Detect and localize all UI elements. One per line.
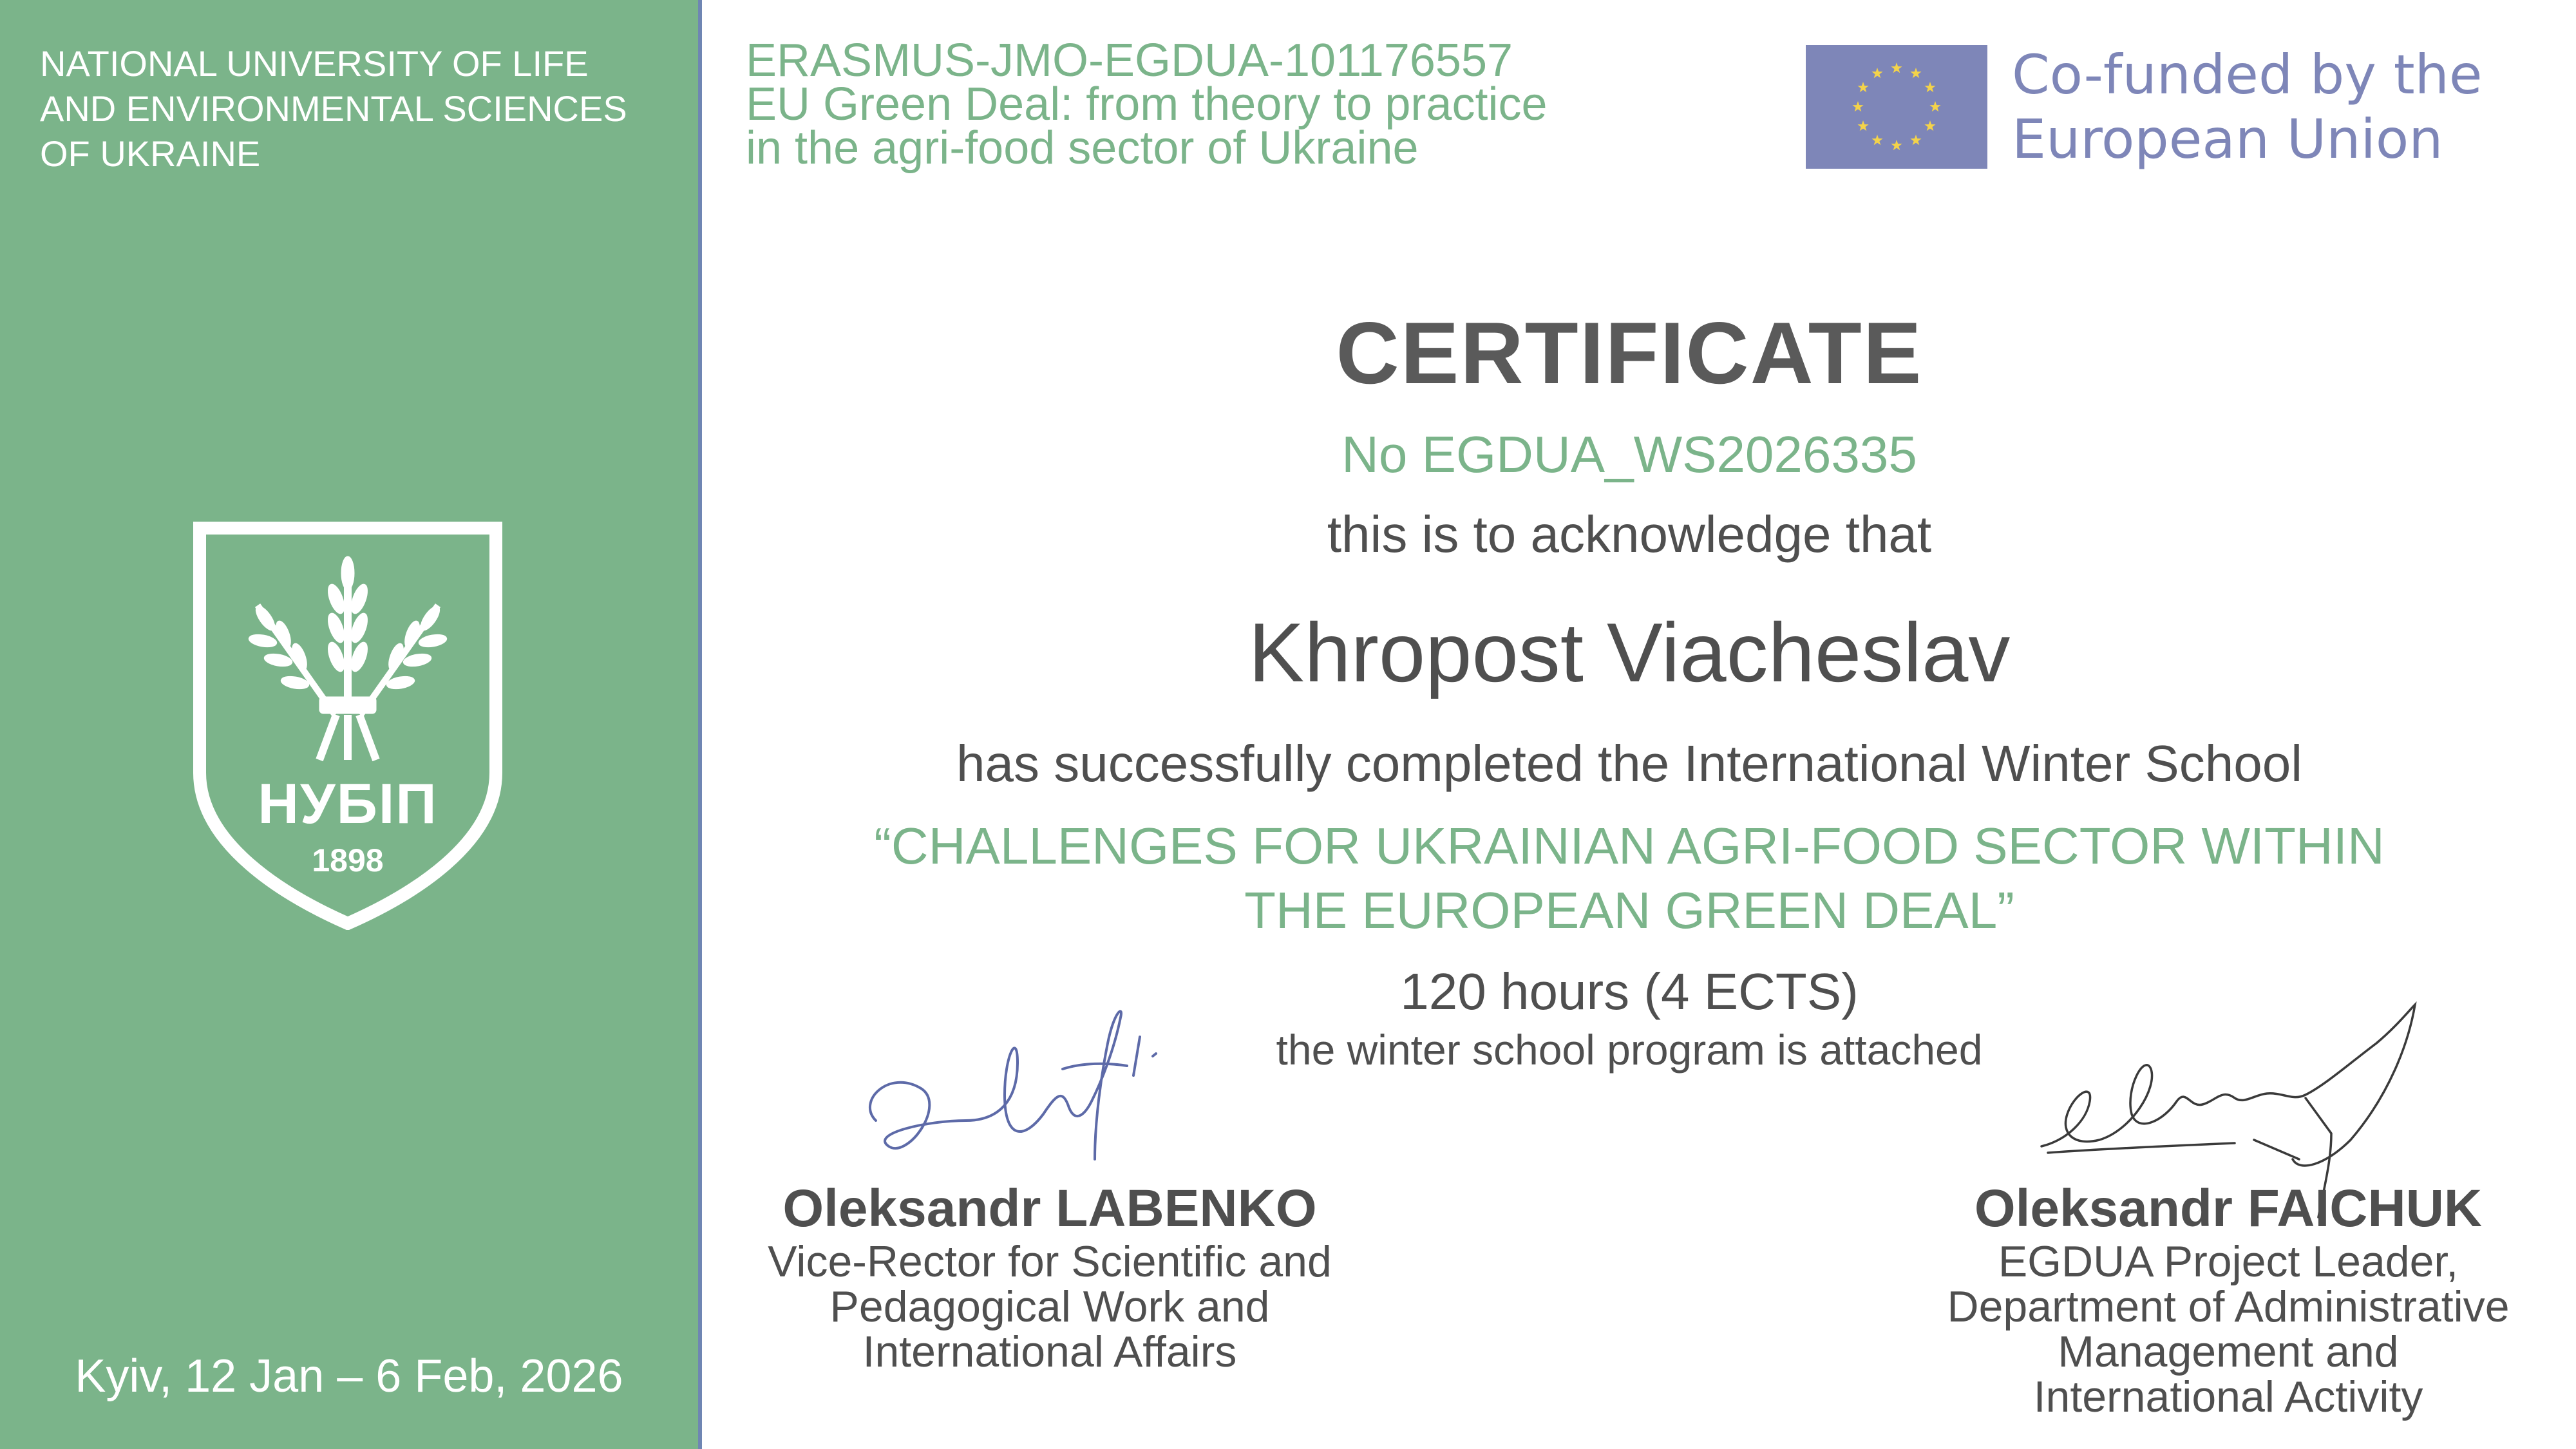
eu-star-icon — [1924, 120, 1935, 131]
eu-star-icon — [1891, 62, 1902, 73]
school-title-line: THE EUROPEAN GREEN DEAL” — [1244, 882, 2014, 939]
recipient-name: Khropost Viacheslav — [1248, 605, 2011, 699]
eu-star-icon — [1858, 120, 1869, 131]
sidebar-panel — [0, 0, 702, 1449]
university-name — [40, 41, 684, 176]
eu-star-icon — [1910, 68, 1921, 78]
right-signer-name: Oleksandr FAICHUK — [1974, 1179, 2483, 1238]
certificate-title: CERTIFICATE — [1336, 304, 1923, 402]
completion-text: has successfully completed the International Winter School — [956, 735, 2302, 792]
project-info — [746, 35, 1548, 174]
eu-star-icon — [1929, 101, 1940, 111]
eu-star-icon — [1871, 68, 1882, 78]
crest-year: 1898 — [312, 842, 384, 878]
university-name-line: NATIONAL UNIVERSITY OF LIFE — [40, 43, 589, 84]
left-signature — [850, 992, 1172, 1185]
acknowledge-text: this is to acknowledge that — [1327, 506, 1932, 563]
eu-star-icon — [1891, 140, 1902, 150]
left-signer-name: Oleksandr LABENKO — [782, 1179, 1317, 1238]
right-signer-role — [1906, 1239, 2550, 1419]
university-name-line: AND ENVIRONMENTAL SCIENCES — [40, 88, 627, 129]
role-line: Vice-Rector for Scientific and — [768, 1237, 1332, 1286]
event-dates: Kyiv, 12 Jan – 6 Feb, 2026 — [75, 1350, 623, 1402]
left-signer-role — [728, 1239, 1372, 1374]
eu-flag-icon — [1806, 45, 1987, 169]
school-title — [741, 814, 2518, 943]
role-line: Management and — [2058, 1327, 2399, 1376]
right-signer — [1906, 1179, 2550, 1419]
hours-ects: 120 hours (4 ECTS) — [1400, 963, 1859, 1020]
crest-abbreviation: НУБІП — [258, 772, 438, 835]
role-line: EGDUA Project Leader, — [1998, 1237, 2459, 1286]
eu-star-icon — [1858, 82, 1869, 92]
project-line: in the agri-food sector of Ukraine — [746, 122, 1419, 174]
university-name-line: OF UKRAINE — [40, 133, 261, 174]
eu-cofunded-text — [2012, 43, 2483, 171]
university-crest — [193, 522, 502, 930]
eu-star-icon — [1924, 82, 1935, 92]
eu-star-icon — [1871, 135, 1882, 145]
school-title-line: “CHALLENGES FOR UKRAINIAN AGRI-FOOD SECTOR WITHIN — [874, 817, 2385, 875]
project-line: EU Green Deal: from theory to practice — [746, 79, 1548, 130]
program-attached-note: the winter school program is attached — [1276, 1026, 1983, 1074]
eu-text-line: European Union — [2012, 108, 2443, 171]
eu-text-line: Co-funded by the — [2012, 43, 2483, 106]
role-line: International Activity — [2033, 1372, 2423, 1421]
wheat-sheaf-icon — [248, 556, 448, 760]
role-line: International Affairs — [862, 1327, 1237, 1376]
eu-star-icon — [1910, 135, 1921, 145]
role-line: Pedagogical Work and — [829, 1282, 1270, 1331]
eu-star-icon — [1852, 101, 1863, 111]
left-signer — [728, 1179, 1372, 1374]
project-line: ERASMUS-JMO-EGDUA-101176557 — [746, 35, 1513, 86]
role-line: Department of Administrative — [1947, 1282, 2510, 1331]
certificate-number: No EGDUA_WS2026335 — [1341, 426, 1917, 483]
